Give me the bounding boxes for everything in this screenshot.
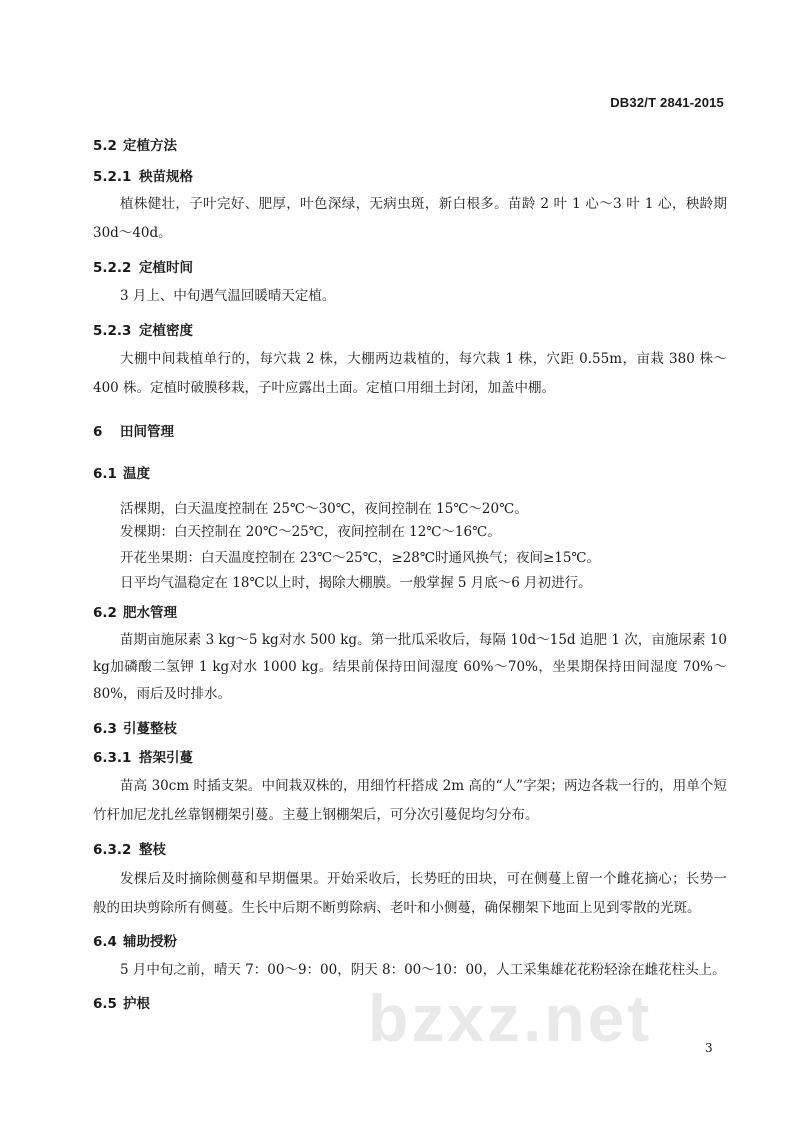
section-title: 田间管理: [120, 424, 174, 440]
page-number: 3: [705, 1041, 713, 1055]
section-number: 6.3.1: [93, 750, 132, 766]
section-heading-6-5: [93, 992, 150, 1012]
section-number: 6.4: [93, 934, 117, 950]
paragraph-planting-time: 3 月上、中旬遇气温回暖晴天定植。: [120, 288, 336, 304]
section-heading-5-2-2: [93, 256, 193, 276]
section-number: 6.3.2: [93, 842, 132, 858]
section-number: 5.2.3: [93, 323, 132, 339]
section-title: 护根: [123, 996, 150, 1012]
section-title: 秧苗规格: [139, 169, 193, 185]
paragraph-planting-density: 大棚中间栽植单行的，每穴栽 2 株，大棚两边栽植的，每穴栽 1 株，穴距 0.55m，亩栽 380 株～400 株。定植时破膜移栽，子叶应露出土面。定植口用细土封闭，加盖中棚。: [93, 351, 727, 396]
section-number: 6.3: [93, 721, 117, 737]
section-heading-6-3-2: [93, 838, 166, 858]
section-heading-5-2-1: [93, 165, 193, 185]
temperature-line: 开花坐果期：白天温度控制在 23℃～25℃，≥28℃时通风换气；夜间≥15℃。: [120, 550, 601, 566]
section-title: 定植方法: [123, 138, 177, 154]
section-number: 5.2: [93, 138, 117, 154]
section-title: 辅助授粉: [123, 934, 177, 950]
section-title: 引蔓整枝: [123, 721, 177, 737]
document-code: DB32/T 2841-2015: [610, 95, 724, 110]
watermark-text: bzxz.net: [368, 981, 653, 1055]
temperature-line: 活棵期，白天温度控制在 25℃～30℃，夜间控制在 15℃～20℃。: [120, 501, 528, 517]
section-heading-6-3: [93, 717, 177, 737]
temperature-line: 发棵期：白天控制在 20℃～25℃，夜间控制在 12℃～16℃。: [120, 524, 501, 540]
section-number: 6.2: [93, 605, 117, 621]
paragraph-pollination: 5 月中旬之前，晴天 7：00～9：00，阴天 8：00～10：00，人工采集雄花花粉轻涂在雌花柱头上。: [120, 962, 726, 978]
section-heading-6-3-1: [93, 746, 193, 766]
section-heading-5-2-3: [93, 319, 193, 339]
section-title: 定植时间: [139, 260, 193, 276]
paragraph-pruning: 发棵后及时摘除侧蔓和早期僵果。开始采收后，长势旺的田块，可在侧蔓上留一个雌花摘心；长势一般的田块剪除所有侧蔓。生长中后期不断剪除病、老叶和小侧蔓，确保棚架下地面上见到零散的光斑。: [93, 871, 727, 916]
section-number: 5.2.1: [93, 169, 132, 185]
paragraph-fertilizer-water: 苗期亩施尿素 3 kg～5 kg对水 500 kg。第一批瓜采收后，每隔 10d～15d 追肥 1 次，亩施尿素 10 kg加磷酸二氢钾 1 kg对水 1000 kg。结果前保持田间湿度 60%～70%，坐果期保持田间湿度 70%～80%，雨后及时排水。: [93, 632, 727, 702]
section-heading-6-1: [93, 462, 150, 482]
section-heading-6-4: [93, 930, 177, 950]
section-title: 肥水管理: [123, 605, 177, 621]
section-number: 6: [93, 424, 103, 440]
section-number: 6.1: [93, 466, 117, 482]
section-title: 定植密度: [139, 323, 193, 339]
section-heading-6-2: [93, 601, 177, 621]
temperature-line: 日平均气温稳定在 18℃以上时，揭除大棚膜。一般掌握 5 月底～6 月初进行。: [120, 575, 592, 591]
section-heading-5-2: [93, 134, 177, 154]
paragraph-seedling-spec: 植株健壮，子叶完好、肥厚，叶色深绿，无病虫斑，新白根多。苗龄 2 叶 1 心～3 叶 1 心，秧龄期 30d～40d。: [93, 196, 727, 241]
paragraph-trellis: 苗高 30cm 时插支架。中间栽双株的，用细竹杆搭成 2m 高的“人”字架；两边各栽一行的，用单个短竹杆加尼龙扎丝靠钢棚架引蔓。主蔓上钢棚架后，可分次引蔓促均匀分布。: [93, 778, 727, 823]
section-title: 温度: [123, 466, 150, 482]
section-title: 搭架引蔓: [139, 750, 193, 766]
section-title: 整枝: [139, 842, 166, 858]
section-number: 5.2.2: [93, 260, 132, 276]
section-heading-6: [93, 420, 174, 440]
section-number: 6.5: [93, 996, 117, 1012]
